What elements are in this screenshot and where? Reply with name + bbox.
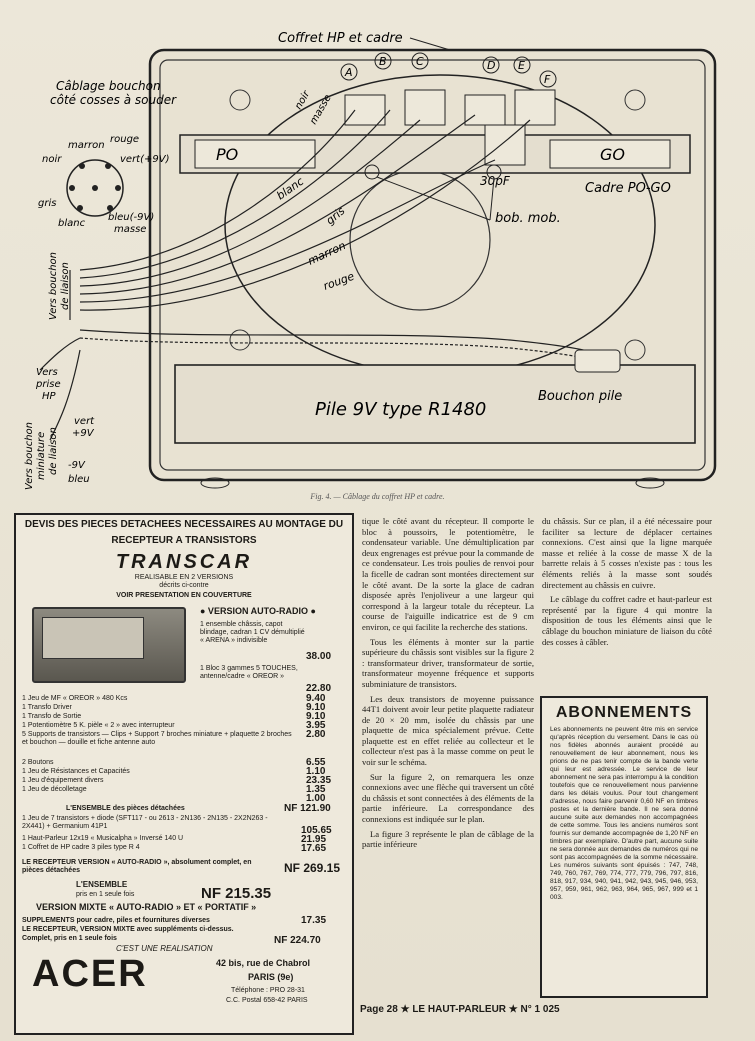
pin-gris: gris [38,198,57,209]
realisation: C'EST UNE REALISATION [116,944,213,953]
label-vert: vert [74,416,95,427]
address-4: C.C. Postal 658-42 PARIS [226,997,308,1004]
col1-p1: tique le côté avant du récepteur. Il comporte le bloc à poussoirs, le potentiomètre, le condensateur variable. Une démultiplication par deux engrenages est prévue pour la commande de ce condensateur. Les trois poulies de renvoi pour la ficelle de cadran sont montées directement sur le côté avant. De la sorte la glace de cadran disposée après l'enjoliveur a une largeur qui correspond à la largeur totale du récepteur. La course de l'aiguille indicatrice est de 9 cm environ, ce qui facilite la recherche des stations. [362,516,534,632]
item-5-price: 3.95 [306,720,326,731]
cap-label: 30pF [480,174,510,188]
pin-rouge: rouge [110,134,140,145]
col2-p1: du châssis. Sur ce plan, il a été nécessaire pour faciliter sa lecture de déplacer certaines connexions. C'est ainsi que la ligne marquée masse et reliée à la cosse de masse X de la barrette relais à 5 cosses n'existe pas : tous les éléments reliés à la masse sont soudés directement au châssis en cuivre. [542,516,712,590]
svg-text:A: A [345,66,353,79]
item-8: 1 Jeu de Résistances et Capacités [22,768,130,775]
coffret-label: Coffret HP et cadre [278,31,403,46]
vers-bouchon-2: de liaison [60,262,71,310]
supplements: SUPPLEMENTS pour cadre, piles et fournitures diverses [22,917,210,924]
item-6-price: 2.80 [306,729,326,740]
vers-mini-3: de liaison [48,427,59,475]
col1-p4: Sur la figure 2, on remarquera les onze connexions avec une flèche qui traversent un côté du châssis et sont connectées à des éléments de la partie inférieure. La correspondance des connexions est indiquée sur le plan. [362,771,534,825]
svg-text:B: B [379,55,387,68]
pin-masse: masse [114,224,147,235]
svg-text:C: C [416,55,424,68]
bouchon-pile-plug [575,350,620,372]
article-column-2 [542,516,712,651]
item-3: 1 Transfo Driver [22,704,72,711]
item-10: 1 Jeu de décolletage [22,786,87,793]
item-1: 1 Bloc 3 gammes 5 TOUCHES, antenne/cadre « OREOR » [200,665,298,680]
wire-marron: marron [305,238,348,268]
item-3-price: 9.10 [306,702,326,713]
recepteur-auto: LE RECEPTEUR VERSION « AUTO-RADIO », absolument complet, en pièces détachées [22,859,252,874]
ensemble2-sub: pris en 1 seule fois [76,891,135,898]
wire-noir: noir [293,89,313,112]
ad-sub-1: REALISABLE EN 2 VERSIONS [134,574,234,581]
cadre-po [195,140,315,168]
pin-blanc: blanc [58,218,86,229]
item-1-price: 22.80 [306,683,332,694]
pin-noir: noir [42,154,62,165]
ad-sub-3: VOIR PRESENTATION EN COUVERTURE [116,592,252,599]
item-7: 2 Boutons [22,759,54,766]
pin-vert: vert(+9V) [120,154,170,165]
figure-caption: Fig. 4. — Câblage du coffret HP et cadre. [310,492,445,501]
label-bleu: bleu [68,474,90,485]
label-plus9: +9V [72,428,94,439]
svg-text:F: F [544,73,551,86]
supplements-price: 17.35 [301,915,327,926]
ad-sub-2: décrits ci-contre [159,582,209,589]
trimmer-block [485,125,525,165]
label-moins9: -9V [68,460,85,471]
item-8-price: 1.10 [306,766,326,777]
coil-block-c [405,90,445,125]
pin-marron: marron [68,140,105,151]
ad-box [14,513,354,1035]
item-11-price: 1.00 [306,793,326,804]
item-7-price: 6.55 [306,757,326,768]
recepteur-auto-price: NF 269.15 [284,861,341,875]
wire-gris: gris [323,204,348,228]
item-0-price: 38.00 [306,651,332,662]
wiring-diagram [10,20,745,500]
item-4: 1 Transfo de Sortie [22,713,82,720]
item-2-price: 9.40 [306,693,326,704]
mixte: LE RECEPTEUR, VERSION MIXTE avec suppléments ci-dessus. [22,926,234,933]
address-3: Téléphone : PRO 28-31 [231,987,305,994]
radio-image [32,607,186,683]
po-label: PO [216,145,239,164]
item-10-price: 1.35 [306,784,326,795]
ad-title-1: DEVIS DES PIECES DETACHEES NECESSAIRES AU MONTAGE DU [24,519,344,530]
item2-1-price: 21.95 [301,834,327,845]
abonnements-box [540,696,708,998]
ensemble-label: L'ENSEMBLE des pièces détachées [66,805,185,812]
address-1: 42 bis, rue de Chabrol [216,958,311,968]
col1-p5: La figure 3 représente le plan de câblage de la partie inférieure [362,828,534,850]
pin-dots [69,163,121,211]
item2-0: 1 Jeu de 7 transistors + diode (SFT117 - ou 2613 - 2N136 - 2N135 - 2X2N263 - 2X441) + Germanium 41P1 [22,815,268,830]
svg-text:E: E [518,59,525,72]
item-9-price: 23.35 [306,775,332,786]
wire-rouge: rouge [321,269,357,293]
address-2: PARIS (9e) [248,972,294,982]
item2-1: 1 Haut-Parleur 12x19 « Musicalpha » Inversé 140 U [22,835,184,842]
wire-blanc: blanc [274,174,307,203]
col1-p2: Tous les éléments à monter sur la partie supérieure du châssis sont visibles sur la figure 2 : transformateur driver, transformateur de sortie, transformateur moyenne fréquence et supports subminiature de transistors. [362,636,534,689]
coil-block-d [465,95,505,125]
item2-2-price: 17.65 [301,843,327,854]
item-2: 1 Jeu de MF « OREOR » 480 Kcs [22,695,128,702]
item-9: 1 Jeu d'équipement divers [22,777,104,784]
wire-masse: masse [308,92,334,127]
version-auto: ● VERSION AUTO-RADIO ● [200,606,316,616]
ensemble-price: NF 121.90 [284,803,331,814]
item-4-price: 9.10 [306,711,326,722]
bouchon-pile-label: Bouchon pile [538,389,623,404]
item2-0-price: 105.65 [301,825,332,836]
vers-bouchon-1: Vers bouchon [48,251,59,320]
ad-brand: TRANSCAR [115,551,253,573]
pin-bleu: bleu(-9V) [108,212,155,223]
vers-mini-1: Vers bouchon [24,421,35,490]
ensemble2-price: NF 215.35 [201,885,272,902]
col1-p3: Les deux transistors de moyenne puissance 44T1 doivent avoir leur petite plaquette radiateur de 20 × 20 mm, isolée du châssis par une plaquette de mica spécialement prévue. Cette plaquette est en effet reliée au collecteur et le collecteur n'est pas à la masse comme on peut le voir sur le schéma. [362,693,534,768]
cablage-label-2: côté cosses à souder [50,93,177,107]
vers-prise-3: HP [42,391,56,402]
vers-prise-2: prise [36,379,61,390]
go-label: GO [600,145,625,164]
pile-label: Pile 9V type R1480 [315,399,487,420]
col2-p2: Le câblage du coffret cadre et haut-parleur est représenté par la figure 4 qui montre la disposition de tous les éléments ainsi que le câblage du bouchon miniature de liaison du côté des cosses à câbler. [542,594,712,647]
article-column-1 [362,516,534,854]
item-0: 1 ensemble châssis, capot blindage, cadran 1 CV démultiplié « ARENA » indivisible [200,621,305,644]
complet: Complet, pris en 1 seule fois [22,935,117,942]
item-6: 5 Supports de transistors — Clips + Support 7 broches miniature + plaquette 2 broches et bouchon — douille et fiche antenne auto [22,731,292,746]
ad-title-2: RECEPTEUR A TRANSISTORS [111,535,257,546]
coil-block-a [345,95,385,125]
item-5: 1 Potentiomètre 5 K. pièle « 2 » avec interrupteur [22,722,175,729]
version-mixte: VERSION MIXTE « AUTO-RADIO » ET « PORTATIF » [36,902,257,912]
complet-price: NF 224.70 [274,935,321,946]
abonnements-text: Les abonnements ne peuvent être mis en service qu'après réception du versement. Dans le cas où nos fidèles abonnés auraient procédé au renouvellement de leur abonnement, nous les prions de ne pas tenir compte de la bande verte qui leur est adressée. Le service de leur abonnement ne sera pas interrompu à la condition toutefois que ce renouvellement nous parvienne dans les délais voulus. Pour tout changement d'adresse, nous faire parvenir 0,60 NF en timbres postes et la dernière bande. Il ne sera donné aucune suite aux demandes non accompagnées de cette somme. Tous les anciens numéros sont fournis sur demande accompagnée de 1,20 NF en timbres par exemplaire. D'autre part, aucune suite ne sera donnée aux demandes de numéros qui ne sont pas accompagnées de la somme nécessaire. Les numéros suivants sont épuisés : 747, 748, 749, 760, 767, 769, 774, 777, 779, 796, 797, 816, 818, 917, 934, 940, 941, 942, 943, 945, 946, 953, 957, 959, 961, 962, 963, 964, 965, 967, 999 et 1 003. [550,726,698,901]
ensemble2: L'ENSEMBLE [76,880,128,889]
acer-logo: ACER [32,953,148,995]
vers-mini-2: miniature [36,431,47,480]
cablage-label-1: Câblage bouchon [56,79,161,93]
coil-block-f [515,90,555,125]
bob-label: bob. mob. [495,211,561,226]
svg-text:D: D [487,59,496,72]
item2-2: 1 Coffret de HP cadre 3 piles type R 4 [22,844,140,851]
abonnements-title: ABONNEMENTS [555,704,693,721]
cadre-label: Cadre PO-GO [585,181,671,196]
page-footer: Page 28 ★ LE HAUT-PARLEUR ★ N° 1 025 [360,1004,560,1015]
vers-prise-1: Vers [36,367,58,378]
